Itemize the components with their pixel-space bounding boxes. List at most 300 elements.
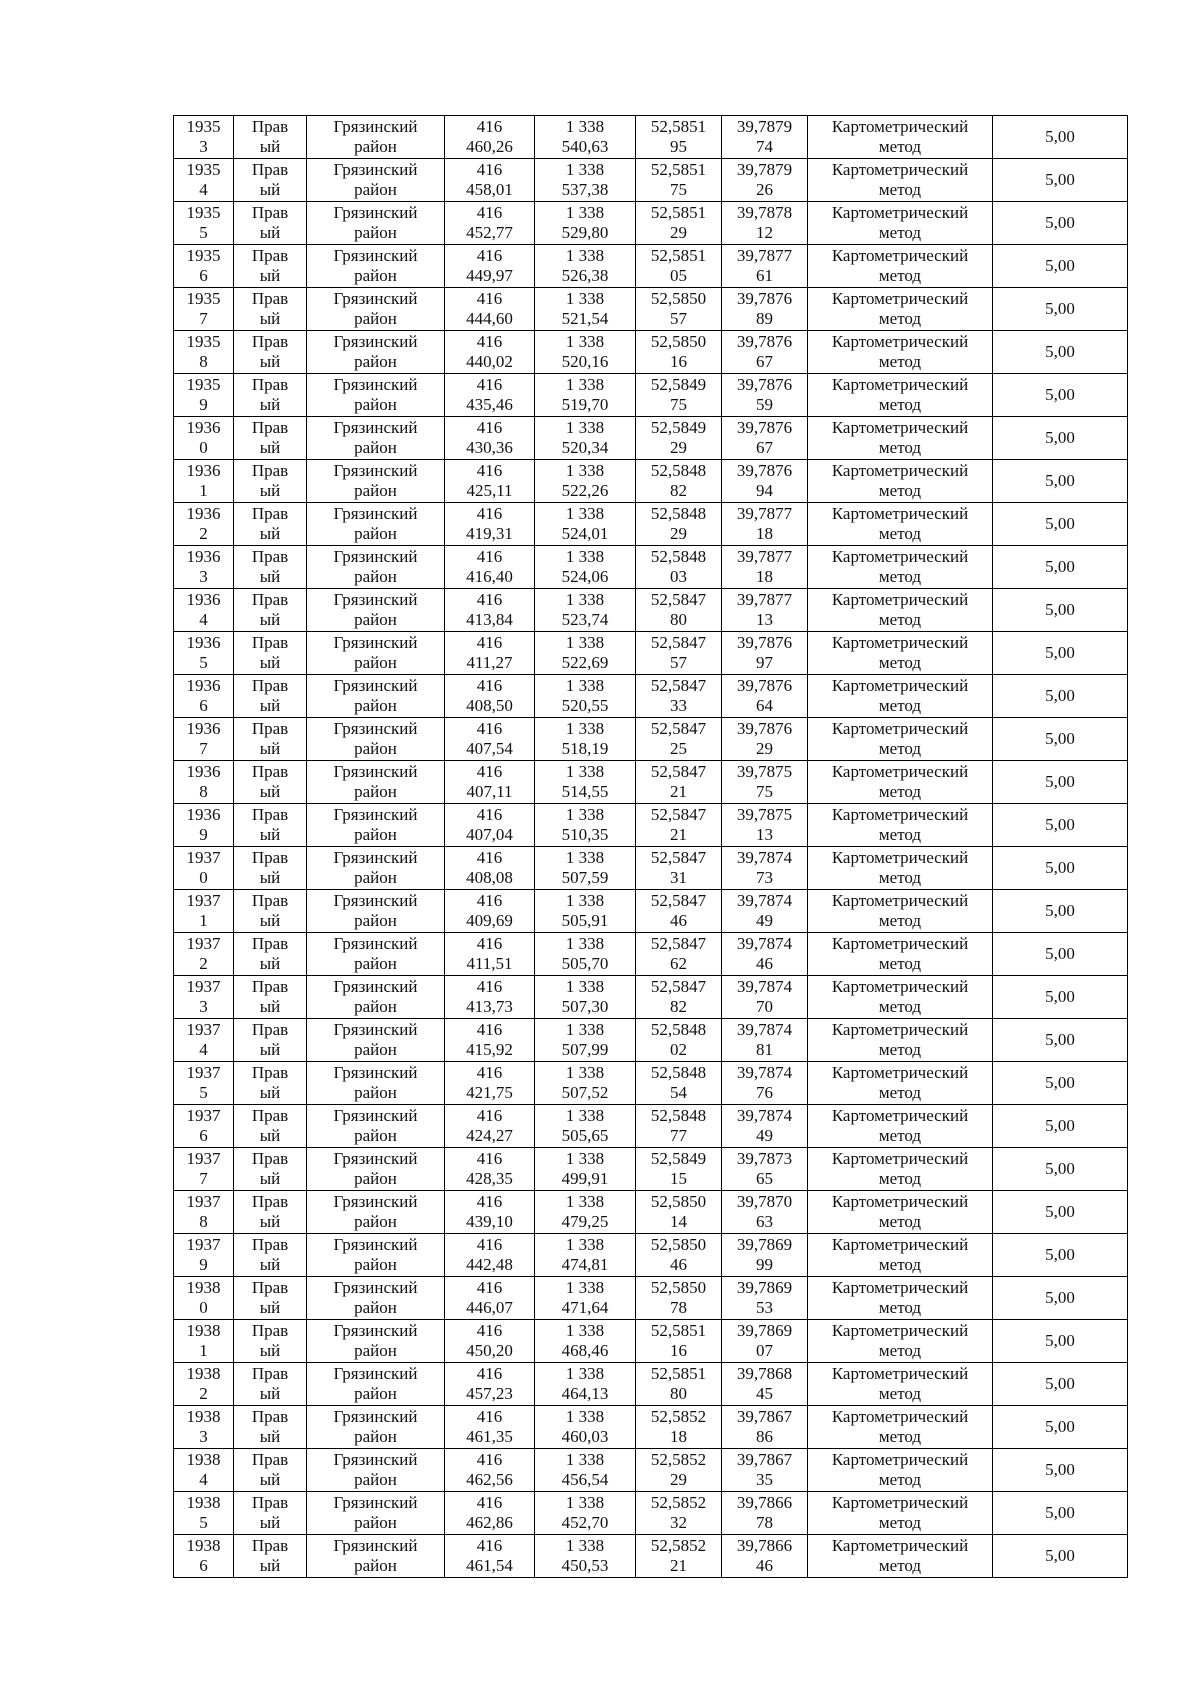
latitude-cell [636, 159, 722, 202]
longitude-cell-line: 67 [756, 438, 773, 457]
y-coordinate-cell-line: 1 338 [565, 1407, 605, 1426]
district-cell [307, 546, 445, 589]
bank-side-cell [234, 1320, 307, 1363]
method-cell-line: Картометрический [831, 1149, 969, 1168]
bank-side-cell-line: Прав [251, 934, 289, 953]
x-coordinate-cell-line: 411,27 [466, 653, 513, 672]
district-cell-line: Грязинский [333, 547, 418, 566]
latitude-cell-line: 52,5850 [650, 1278, 707, 1297]
district-cell [307, 1191, 445, 1234]
accuracy-cell: 5,00 [993, 675, 1128, 718]
y-coordinate-cell [535, 632, 636, 675]
y-coordinate-cell [535, 1492, 636, 1535]
longitude-cell-line: 49 [756, 911, 773, 930]
latitude-cell-line: 52,5848 [650, 1020, 707, 1039]
bank-side-cell [234, 1191, 307, 1234]
x-coordinate-cell-line: 416 [476, 160, 503, 179]
district-cell [307, 675, 445, 718]
point-number-cell-line: 6 [199, 1126, 208, 1145]
latitude-cell-line: 18 [670, 1427, 687, 1446]
x-coordinate-cell-line: 407,04 [466, 825, 513, 844]
y-coordinate-cell [535, 1191, 636, 1234]
point-number-cell [174, 331, 234, 374]
bank-side-cell-line: ый [259, 266, 281, 285]
point-number-cell-line: 1936 [186, 590, 221, 609]
accuracy-cell: 5,00 [993, 1191, 1128, 1234]
accuracy-cell: 5,00 [993, 1320, 1128, 1363]
latitude-cell-line: 31 [670, 868, 687, 887]
x-coordinate-cell-line: 461,54 [466, 1556, 513, 1575]
method-cell-line: метод [878, 1083, 922, 1102]
table-row [174, 804, 1128, 847]
table-row [174, 675, 1128, 718]
method-cell-line: метод [878, 782, 922, 801]
latitude-cell [636, 116, 722, 159]
latitude-cell-line: 52,5849 [650, 375, 707, 394]
y-coordinate-cell [535, 675, 636, 718]
latitude-cell-line: 82 [670, 481, 687, 500]
y-coordinate-cell-line: 1 338 [565, 977, 605, 996]
bank-side-cell [234, 976, 307, 1019]
longitude-cell [722, 288, 808, 331]
latitude-cell-line: 02 [670, 1040, 687, 1059]
y-coordinate-cell-line: 1 338 [565, 160, 605, 179]
district-cell-line: Грязинский [333, 375, 418, 394]
table-row [174, 976, 1128, 1019]
bank-side-cell [234, 933, 307, 976]
method-cell-line: метод [878, 997, 922, 1016]
accuracy-cell: 5,00 [993, 1535, 1128, 1578]
y-coordinate-cell-line: 510,35 [561, 825, 609, 844]
y-coordinate-cell-line: 1 338 [565, 504, 605, 523]
y-coordinate-cell-line: 1 338 [565, 633, 605, 652]
table-row [174, 503, 1128, 546]
point-number-cell [174, 718, 234, 761]
x-coordinate-cell-line: 416 [476, 547, 503, 566]
y-coordinate-cell [535, 933, 636, 976]
x-coordinate-cell [445, 1191, 535, 1234]
bank-side-cell-line: Прав [251, 461, 289, 480]
longitude-cell-line: 29 [756, 739, 773, 758]
accuracy-cell: 5,00 [993, 245, 1128, 288]
bank-side-cell-line: ый [259, 610, 281, 629]
bank-side-cell [234, 546, 307, 589]
table-row [174, 761, 1128, 804]
bank-side-cell [234, 116, 307, 159]
y-coordinate-cell-line: 507,59 [561, 868, 609, 887]
bank-side-cell [234, 1062, 307, 1105]
district-cell-line: район [354, 309, 397, 328]
bank-side-cell-line: ый [259, 1470, 281, 1489]
x-coordinate-cell-line: 416 [476, 676, 503, 695]
y-coordinate-cell-line: 1 338 [565, 1063, 605, 1082]
district-cell [307, 890, 445, 933]
bank-side-cell [234, 1449, 307, 1492]
y-coordinate-cell-line: 1 338 [565, 418, 605, 437]
accuracy-cell: 5,00 [993, 1019, 1128, 1062]
bank-side-cell-line: ый [259, 524, 281, 543]
method-cell [808, 417, 993, 460]
y-coordinate-cell [535, 417, 636, 460]
latitude-cell [636, 1062, 722, 1105]
bank-side-cell-line: Прав [251, 1278, 289, 1297]
longitude-cell-line: 86 [756, 1427, 773, 1446]
point-number-cell-line: 6 [199, 1556, 208, 1575]
longitude-cell-line: 97 [756, 653, 773, 672]
district-cell-line: Грязинский [333, 1149, 418, 1168]
bank-side-cell-line: Прав [251, 762, 289, 781]
method-cell-line: метод [878, 1298, 922, 1317]
bank-side-cell-line: Прав [251, 375, 289, 394]
bank-side-cell [234, 245, 307, 288]
bank-side-cell-line: ый [259, 1341, 281, 1360]
y-coordinate-cell-line: 1 338 [565, 332, 605, 351]
point-number-cell-line: 9 [199, 1255, 208, 1274]
longitude-cell [722, 417, 808, 460]
bank-side-cell-line: ый [259, 1384, 281, 1403]
district-cell-line: Грязинский [333, 762, 418, 781]
point-number-cell-line: 0 [199, 1298, 208, 1317]
method-cell-line: метод [878, 1384, 922, 1403]
x-coordinate-cell [445, 245, 535, 288]
y-coordinate-cell-line: 524,01 [561, 524, 609, 543]
point-number-cell [174, 546, 234, 589]
x-coordinate-cell-line: 415,92 [466, 1040, 513, 1059]
longitude-cell [722, 1105, 808, 1148]
bank-side-cell-line: Прав [251, 676, 289, 695]
longitude-cell-line: 39,7879 [736, 160, 793, 179]
longitude-cell-line: 39,7869 [736, 1321, 793, 1340]
x-coordinate-cell-line: 416 [476, 332, 503, 351]
district-cell-line: район [354, 266, 397, 285]
x-coordinate-cell-line: 428,35 [466, 1169, 513, 1188]
bank-side-cell [234, 1277, 307, 1320]
longitude-cell [722, 1148, 808, 1191]
bank-side-cell [234, 890, 307, 933]
x-coordinate-cell-line: 440,02 [466, 352, 513, 371]
longitude-cell-line: 39,7876 [736, 633, 793, 652]
accuracy-cell: 5,00 [993, 847, 1128, 890]
accuracy-cell: 5,00 [993, 804, 1128, 847]
district-cell [307, 374, 445, 417]
point-number-cell [174, 675, 234, 718]
y-coordinate-cell-line: 521,54 [561, 309, 609, 328]
point-number-cell-line: 3 [199, 567, 208, 586]
longitude-cell [722, 1191, 808, 1234]
bank-side-cell-line: Прав [251, 1149, 289, 1168]
y-coordinate-cell [535, 202, 636, 245]
longitude-cell-line: 39,7876 [736, 676, 793, 695]
latitude-cell-line: 03 [670, 567, 687, 586]
x-coordinate-cell [445, 1234, 535, 1277]
x-coordinate-cell-line: 462,56 [466, 1470, 513, 1489]
bank-side-cell-line: ый [259, 1556, 281, 1575]
bank-side-cell-line: Прав [251, 160, 289, 179]
longitude-cell [722, 1449, 808, 1492]
bank-side-cell-line: ый [259, 997, 281, 1016]
x-coordinate-cell-line: 416 [476, 1192, 503, 1211]
table-row [174, 460, 1128, 503]
x-coordinate-cell-line: 416 [476, 246, 503, 265]
method-cell-line: Картометрический [831, 1364, 969, 1383]
table-row [174, 159, 1128, 202]
y-coordinate-cell-line: 1 338 [565, 1278, 605, 1297]
y-coordinate-cell [535, 804, 636, 847]
y-coordinate-cell-line: 1 338 [565, 375, 605, 394]
bank-side-cell-line: ый [259, 481, 281, 500]
longitude-cell-line: 39,7867 [736, 1407, 793, 1426]
bank-side-cell-line: Прав [251, 1364, 289, 1383]
district-cell-line: Грязинский [333, 289, 418, 308]
point-number-cell [174, 1234, 234, 1277]
point-number-cell-line: 5 [199, 1513, 208, 1532]
x-coordinate-cell-line: 416 [476, 203, 503, 222]
bank-side-cell-line: Прав [251, 289, 289, 308]
y-coordinate-cell-line: 505,91 [561, 911, 609, 930]
district-cell-line: Грязинский [333, 332, 418, 351]
method-cell [808, 288, 993, 331]
district-cell [307, 718, 445, 761]
longitude-cell [722, 331, 808, 374]
point-number-cell-line: 3 [199, 997, 208, 1016]
x-coordinate-cell-line: 430,36 [466, 438, 513, 457]
point-number-cell-line: 1936 [186, 504, 221, 523]
x-coordinate-cell [445, 417, 535, 460]
longitude-cell [722, 1492, 808, 1535]
method-cell-line: метод [878, 180, 922, 199]
latitude-cell [636, 331, 722, 374]
latitude-cell-line: 52,5851 [650, 117, 707, 136]
longitude-cell [722, 1019, 808, 1062]
district-cell-line: Грязинский [333, 676, 418, 695]
district-cell-line: Грязинский [333, 1493, 418, 1512]
bank-side-cell-line: Прав [251, 805, 289, 824]
latitude-cell-line: 75 [670, 395, 687, 414]
longitude-cell [722, 116, 808, 159]
point-number-cell [174, 374, 234, 417]
district-cell-line: Грязинский [333, 1192, 418, 1211]
y-coordinate-cell-line: 524,06 [561, 567, 609, 586]
bank-side-cell-line: ый [259, 223, 281, 242]
district-cell [307, 1277, 445, 1320]
x-coordinate-cell [445, 1449, 535, 1492]
method-cell-line: метод [878, 954, 922, 973]
longitude-cell [722, 632, 808, 675]
x-coordinate-cell-line: 416 [476, 1321, 503, 1340]
method-cell-line: Картометрический [831, 1407, 969, 1426]
longitude-cell-line: 39,7877 [736, 504, 793, 523]
x-coordinate-cell [445, 460, 535, 503]
latitude-cell-line: 57 [670, 653, 687, 672]
district-cell [307, 847, 445, 890]
district-cell-line: район [354, 1126, 397, 1145]
latitude-cell-line: 16 [670, 352, 687, 371]
y-coordinate-cell [535, 761, 636, 804]
latitude-cell-line: 75 [670, 180, 687, 199]
method-cell-line: Картометрический [831, 547, 969, 566]
longitude-cell [722, 1062, 808, 1105]
x-coordinate-cell [445, 804, 535, 847]
method-cell [808, 890, 993, 933]
district-cell-line: район [354, 782, 397, 801]
x-coordinate-cell-line: 413,84 [466, 610, 513, 629]
method-cell [808, 202, 993, 245]
method-cell [808, 761, 993, 804]
x-coordinate-cell [445, 1062, 535, 1105]
latitude-cell-line: 52,5847 [650, 719, 707, 738]
x-coordinate-cell [445, 589, 535, 632]
bank-side-cell [234, 331, 307, 374]
x-coordinate-cell-line: 435,46 [466, 395, 513, 414]
method-cell-line: метод [878, 438, 922, 457]
x-coordinate-cell-line: 416 [476, 1149, 503, 1168]
district-cell [307, 116, 445, 159]
y-coordinate-cell-line: 518,19 [561, 739, 609, 758]
district-cell-line: Грязинский [333, 504, 418, 523]
method-cell-line: Картометрический [831, 1493, 969, 1512]
longitude-cell [722, 976, 808, 1019]
longitude-cell-line: 74 [756, 137, 773, 156]
longitude-cell-line: 39,7874 [736, 848, 793, 867]
point-number-cell-line: 1937 [186, 848, 221, 867]
bank-side-cell-line: ый [259, 1298, 281, 1317]
y-coordinate-cell-line: 464,13 [561, 1384, 609, 1403]
bank-side-cell [234, 847, 307, 890]
table-row [174, 1406, 1128, 1449]
method-cell-line: Картометрический [831, 1450, 969, 1469]
method-cell [808, 1492, 993, 1535]
point-number-cell [174, 847, 234, 890]
x-coordinate-cell-line: 416 [476, 1278, 503, 1297]
method-cell-line: метод [878, 1470, 922, 1489]
bank-side-cell-line: Прав [251, 891, 289, 910]
table-row [174, 245, 1128, 288]
longitude-cell-line: 39,7876 [736, 719, 793, 738]
latitude-cell [636, 245, 722, 288]
latitude-cell-line: 52,5847 [650, 633, 707, 652]
point-number-cell-line: 5 [199, 223, 208, 242]
x-coordinate-cell [445, 159, 535, 202]
longitude-cell-line: 99 [756, 1255, 773, 1274]
point-number-cell-line: 1937 [186, 977, 221, 996]
point-number-cell [174, 417, 234, 460]
point-number-cell [174, 1062, 234, 1105]
accuracy-cell: 5,00 [993, 460, 1128, 503]
latitude-cell-line: 52,5847 [650, 934, 707, 953]
district-cell-line: Грязинский [333, 891, 418, 910]
accuracy-cell: 5,00 [993, 1234, 1128, 1277]
latitude-cell-line: 33 [670, 696, 687, 715]
y-coordinate-cell-line: 505,65 [561, 1126, 609, 1145]
longitude-cell [722, 589, 808, 632]
point-number-cell-line: 1 [199, 911, 208, 930]
y-coordinate-cell-line: 522,26 [561, 481, 609, 500]
x-coordinate-cell [445, 933, 535, 976]
method-cell-line: метод [878, 1341, 922, 1360]
x-coordinate-cell-line: 416 [476, 891, 503, 910]
y-coordinate-cell-line: 522,69 [561, 653, 609, 672]
bank-side-cell [234, 675, 307, 718]
method-cell-line: Картометрический [831, 891, 969, 910]
y-coordinate-cell-line: 452,70 [561, 1513, 609, 1532]
y-coordinate-cell [535, 460, 636, 503]
x-coordinate-cell-line: 416 [476, 934, 503, 953]
bank-side-cell-line: ый [259, 438, 281, 457]
table-row [174, 546, 1128, 589]
latitude-cell [636, 460, 722, 503]
latitude-cell-line: 15 [670, 1169, 687, 1188]
point-number-cell [174, 1535, 234, 1578]
x-coordinate-cell-line: 460,26 [466, 137, 513, 156]
point-number-cell [174, 890, 234, 933]
y-coordinate-cell-line: 1 338 [565, 891, 605, 910]
method-cell-line: метод [878, 309, 922, 328]
bank-side-cell [234, 1019, 307, 1062]
y-coordinate-cell [535, 1320, 636, 1363]
y-coordinate-cell [535, 589, 636, 632]
longitude-cell-line: 35 [756, 1470, 773, 1489]
point-number-cell-line: 0 [199, 438, 208, 457]
latitude-cell [636, 976, 722, 1019]
method-cell-line: Картометрический [831, 1321, 969, 1340]
district-cell-line: Грязинский [333, 1364, 418, 1383]
y-coordinate-cell-line: 514,55 [561, 782, 609, 801]
longitude-cell-line: 81 [756, 1040, 773, 1059]
point-number-cell [174, 159, 234, 202]
bank-side-cell-line: ый [259, 352, 281, 371]
point-number-cell [174, 1320, 234, 1363]
method-cell [808, 1449, 993, 1492]
bank-side-cell-line: ый [259, 653, 281, 672]
district-cell [307, 1363, 445, 1406]
point-number-cell [174, 761, 234, 804]
bank-side-cell [234, 1234, 307, 1277]
district-cell [307, 1535, 445, 1578]
table-row [174, 632, 1128, 675]
x-coordinate-cell-line: 458,01 [466, 180, 513, 199]
latitude-cell-line: 52,5852 [650, 1450, 707, 1469]
accuracy-cell: 5,00 [993, 116, 1128, 159]
y-coordinate-cell-line: 1 338 [565, 805, 605, 824]
bank-side-cell-line: ый [259, 1126, 281, 1145]
longitude-cell [722, 718, 808, 761]
table-row [174, 1492, 1128, 1535]
bank-side-cell-line: Прав [251, 633, 289, 652]
method-cell [808, 675, 993, 718]
longitude-cell-line: 39,7866 [736, 1493, 793, 1512]
latitude-cell-line: 80 [670, 1384, 687, 1403]
method-cell-line: метод [878, 567, 922, 586]
district-cell-line: Грязинский [333, 160, 418, 179]
method-cell-line: Картометрический [831, 117, 969, 136]
y-coordinate-cell-line: 1 338 [565, 1192, 605, 1211]
method-cell [808, 804, 993, 847]
point-number-cell [174, 245, 234, 288]
y-coordinate-cell-line: 526,38 [561, 266, 609, 285]
x-coordinate-cell [445, 1320, 535, 1363]
longitude-cell-line: 13 [756, 610, 773, 629]
accuracy-cell: 5,00 [993, 417, 1128, 460]
bank-side-cell-line: Прав [251, 719, 289, 738]
table-body [174, 116, 1128, 1578]
method-cell-line: Картометрический [831, 719, 969, 738]
bank-side-cell-line: ый [259, 782, 281, 801]
x-coordinate-cell [445, 976, 535, 1019]
bank-side-cell-line: ый [259, 309, 281, 328]
accuracy-cell: 5,00 [993, 976, 1128, 1019]
y-coordinate-cell-line: 1 338 [565, 289, 605, 308]
district-cell-line: Грязинский [333, 977, 418, 996]
